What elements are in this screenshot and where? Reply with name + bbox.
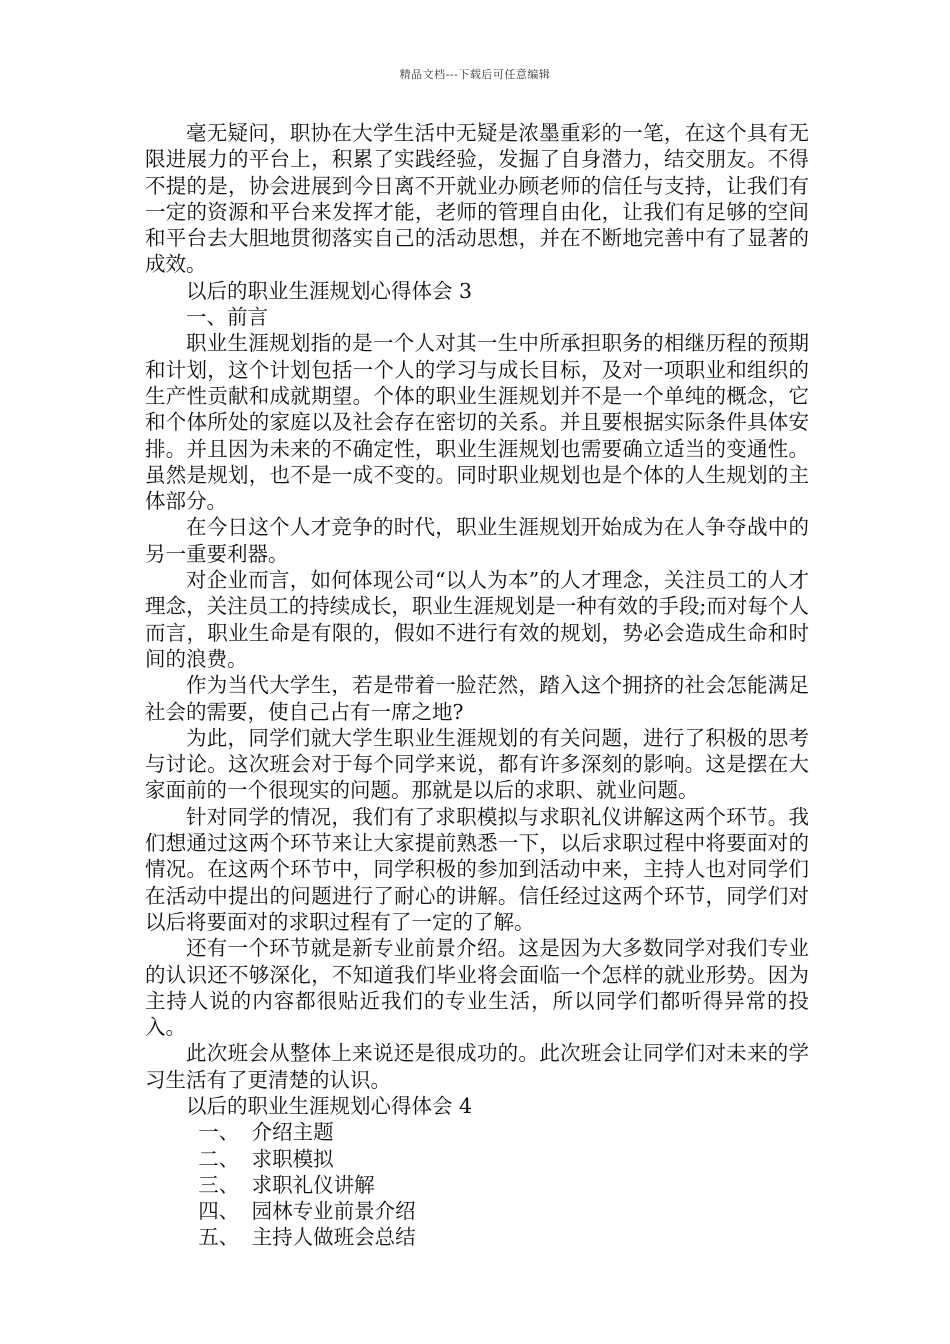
section-3-paragraph: 针对同学的情况，我们有了求职模拟与求职礼仪讲解这两个环节。我们想通过这两个环节来让大家提前熟悉一下，以后求职过程中将要面对的情况。在这两个环节中，同学积极的参加到活动中来，主持人也对同学们在活动中提出的问题进行了耐心的讲解。信任经过这两个环节，同学们对以后将要面对的求职过程有了一定的了解。 (145, 804, 809, 934)
list-item (145, 1146, 809, 1172)
list-item (145, 1172, 809, 1198)
intro-paragraph: 毫无疑问，职协在大学生活中无疑是浓墨重彩的一笔，在这个具有无限进展力的平台上，积累了实践经验，发掘了自身潜力，结交朋友。不得不提的是，协会进展到今日离不开就业办顾老师的信任与支持，让我们有一定的资源和平台来发挥才能，老师的管理自由化，让我们有足够的空间和平台去大胆地贯彻落实自己的活动思想，并在不断地完善中有了显著的成效。 (145, 121, 809, 277)
page-header: 精品文档---下载后可任意编辑 (399, 68, 551, 81)
section-3-paragraph: 职业生涯规划指的是一个人对其一生中所承担职务的相继历程的预期和计划，这个计划包括一个人的学习与成长目标，及对一项职业和组织的生产性贡献和成就期望。个体的职业生涯规划并不是一个单纯的概念，它和个体所处的家庭以及社会存在密切的关系。并且要根据实际条件具体安排。并且因为未来的不确定性，职业生涯规划也需要确立适当的变通性。虽然是规划，也不是一成不变的。同时职业规划也是个体的人生规划的主体部分。 (145, 331, 809, 514)
list-item-number: 二、 (198, 1146, 240, 1171)
list-item (145, 1119, 809, 1145)
list-item-text: 园林专业前景介绍 (251, 1199, 416, 1224)
list-item-text: 主持人做班会总结 (251, 1225, 416, 1250)
section-3-paragraph: 还有一个环节就是新专业前景介绍。这是因为大多数同学对我们专业的认识还不够深化，不知道我们毕业将会面临一个怎样的就业形势。因为主持人说的内容都很贴近我们的专业生活，所以同学们都听得异常的投入。 (145, 936, 809, 1040)
list-item-text: 介绍主题 (251, 1120, 334, 1145)
section-3-paragraph: 为此，同学们就大学生职业生涯规划的有关问题，进行了积极的思考与讨论。这次班会对于每个同学来说，都有许多深刻的影响。这是摆在大家面前的一个很现实的问题。那就是以后的求职、就业问题。 (145, 725, 809, 803)
section-4-title: 以后的职业生涯规划心得体会 4 (186, 1093, 473, 1118)
list-item-number: 三、 (198, 1172, 240, 1197)
list-item-number: 五、 (198, 1225, 240, 1250)
section-3-paragraph: 作为当代大学生，若是带着一脸茫然，踏入这个拥挤的社会怎能满足社会的需要，使自己占有一席之地? (145, 673, 809, 724)
list-item (145, 1224, 809, 1250)
section-3-title: 以后的职业生涯规划心得体会 3 (186, 278, 473, 303)
section-3-paragraph: 对企业而言，如何体现公司“以人为本”的人才理念，关注员工的人才理念，关注员工的持续成长，职业生涯规划是一种有效的手段;而对每个人而言，职业生命是有限的，假如不进行有效的规划，势必会造成生命和时间的浪费。 (145, 568, 809, 671)
list-item (145, 1198, 809, 1224)
list-item-text: 求职模拟 (251, 1146, 334, 1171)
section-3-paragraph: 此次班会从整体上来说还是很成功的。此次班会让同学们对未来的学习生活有了更清楚的认识。 (145, 1041, 809, 1092)
section-3-paragraph: 在今日这个人才竞争的时代，职业生涯规划开始成为在人争夺战中的另一重要利器。 (145, 515, 809, 566)
list-item-number: 一、 (198, 1120, 240, 1145)
list-item-text: 求职礼仪讲解 (251, 1172, 375, 1197)
list-item-number: 四、 (198, 1199, 240, 1224)
section-3-subtitle: 一、前言 (186, 305, 268, 330)
document-body (145, 120, 809, 1251)
